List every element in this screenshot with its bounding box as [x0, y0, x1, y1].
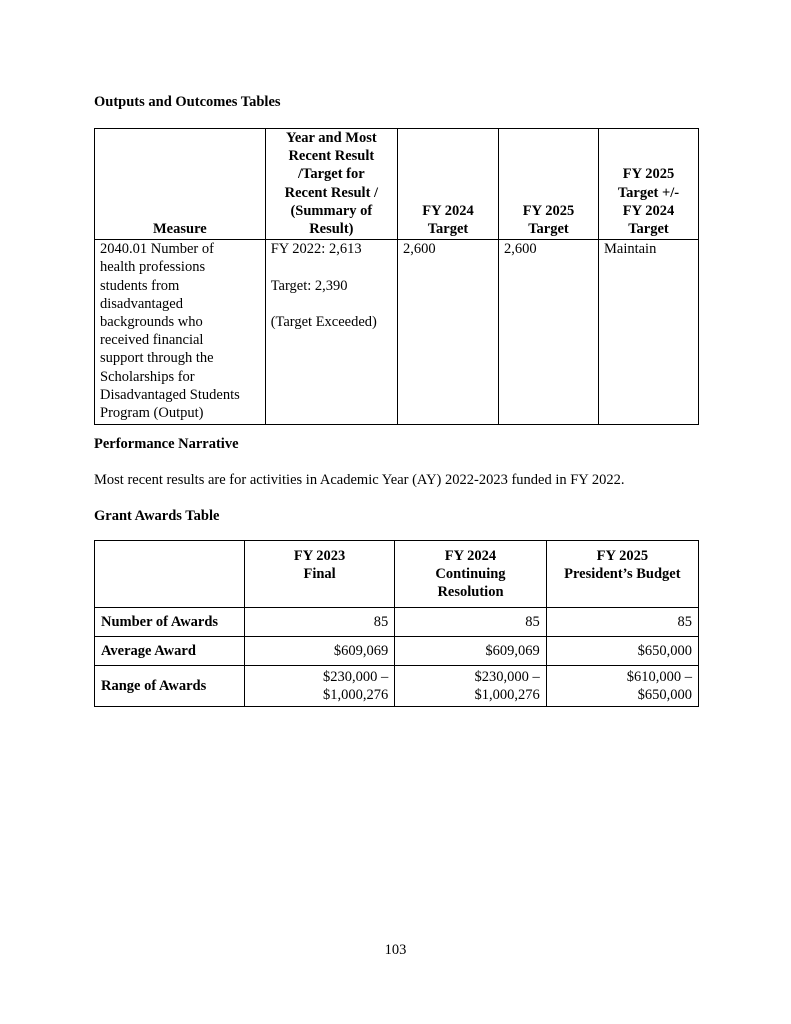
measure-line: received financial — [100, 332, 204, 349]
cell-fy2023 — [244, 666, 394, 707]
header-fy2024-continuing-resolution — [395, 541, 547, 608]
header-line: Result) — [309, 221, 354, 238]
header-fy2025-presidents-budget — [546, 541, 698, 608]
grants-heading: Grant Awards Table — [94, 508, 220, 524]
table-row — [95, 637, 699, 666]
header-fy2025-target — [499, 129, 599, 240]
header-line: Target +/- — [617, 184, 680, 201]
header-line: FY 2024 — [422, 202, 474, 219]
header-line: FY 2023 — [293, 548, 346, 564]
table-row — [95, 666, 699, 707]
header-line: FY 2024 — [622, 202, 675, 219]
header-line: FY 2025 — [522, 202, 575, 219]
measure-line: 2040.01 Number of — [100, 241, 214, 258]
header-line: Target — [628, 221, 669, 238]
measure-line: Program (Output) — [100, 405, 204, 422]
header-recent-result — [265, 129, 397, 240]
header-line: /Target for — [297, 166, 365, 183]
header-line: Resolution — [437, 584, 504, 601]
cell-fy2024: $609,069 — [395, 637, 547, 666]
narrative-text: Most recent results are for activities in Academic Year (AY) 2022-2023 funded in FY 2022. — [94, 472, 625, 488]
range-line: $1,000,276 — [322, 687, 389, 703]
cell-fy2023: 85 — [244, 608, 394, 637]
measure-line: disadvantaged — [100, 295, 183, 312]
measure-line: backgrounds who — [100, 314, 203, 331]
header-line: FY 2024 — [444, 548, 497, 564]
narrative-heading: Performance Narrative — [94, 436, 239, 452]
outcomes-table — [94, 128, 699, 425]
header-line: Target — [528, 221, 569, 238]
recent-result-line — [271, 258, 393, 276]
header-line: Recent Result — [288, 148, 375, 165]
range-line: $1,000,276 — [474, 687, 540, 703]
cell-fy2025: $650,000 — [546, 637, 698, 666]
outcomes-header-row — [95, 129, 699, 240]
fy2025-target-cell: 2,600 — [499, 240, 599, 425]
page-number: 103 — [384, 942, 407, 958]
measure-line: students from — [100, 277, 180, 294]
fy2024-target-cell: 2,600 — [398, 240, 499, 425]
measure-line: Scholarships for — [100, 368, 195, 385]
outcomes-data-row — [95, 240, 699, 425]
range-line: $650,000 — [637, 687, 692, 703]
header-line: Continuing — [435, 566, 506, 583]
header-line: Year and Most — [285, 130, 377, 146]
cell-fy2025: 85 — [546, 608, 698, 637]
header-line: Target — [427, 221, 469, 238]
range-line: $230,000 – — [322, 668, 389, 685]
recent-result-cell — [265, 240, 397, 425]
recent-result-line: FY 2022: 2,613 — [270, 241, 362, 258]
recent-result-line: Target: 2,390 — [270, 277, 348, 294]
cell-fy2024 — [395, 666, 547, 707]
grants-header-row — [95, 541, 699, 608]
table-row — [95, 608, 699, 637]
header-line: (Summary of — [290, 202, 373, 219]
header-fy2023-final — [244, 541, 394, 608]
recent-result-line — [271, 295, 393, 313]
header-fy2024-target — [398, 129, 499, 240]
header-measure: Measure — [95, 129, 266, 240]
header-line: FY 2025 — [596, 548, 649, 564]
measure-line: support through the — [100, 350, 214, 367]
measure-line: Disadvantaged Students — [100, 386, 240, 403]
header-line: Recent Result / — [284, 184, 379, 201]
header-line: FY 2025 — [622, 166, 675, 183]
row-label-number-of-awards: Number of Awards — [95, 608, 245, 637]
row-label-average-award: Average Award — [95, 637, 245, 666]
cell-fy2025 — [546, 666, 698, 707]
cell-fy2024: 85 — [395, 608, 547, 637]
header-line: President’s Budget — [564, 566, 681, 583]
measure-cell — [95, 240, 266, 425]
outcomes-heading: Outputs and Outcomes Tables — [94, 94, 281, 110]
measure-line: health professions — [100, 259, 206, 276]
cell-fy2023: $609,069 — [244, 637, 394, 666]
target-difference-cell: Maintain — [598, 240, 698, 425]
range-line: $610,000 – — [626, 668, 692, 685]
header-target-difference — [598, 129, 698, 240]
header-line: Final — [303, 566, 336, 583]
row-label-range-of-awards: Range of Awards — [95, 666, 245, 707]
recent-result-line: (Target Exceeded) — [270, 314, 377, 330]
grant-awards-table — [94, 540, 699, 707]
range-line: $230,000 – — [474, 668, 540, 685]
grants-header-blank — [95, 541, 245, 608]
